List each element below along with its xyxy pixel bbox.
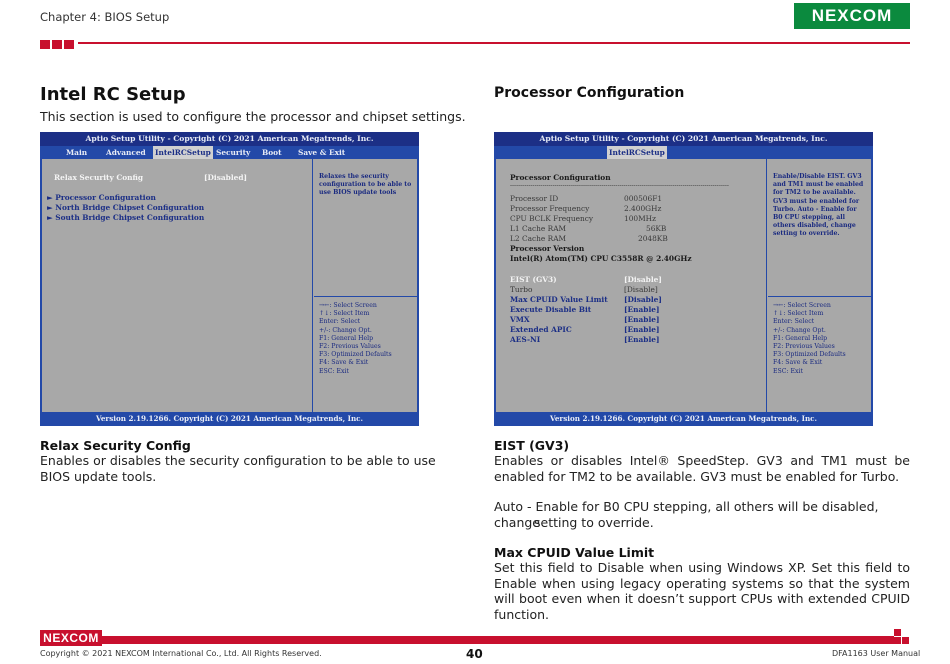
key-enter: Enter: Select [773, 318, 815, 326]
page-title: Intel RC Setup [40, 84, 186, 105]
key-change-opt: +/-: Change Opt. [319, 326, 372, 334]
key-optimized-defaults: F3: Optimized Defaults [319, 351, 392, 359]
bios-tab-boot[interactable]: Boot [262, 148, 282, 157]
key-select-item: ↑↓: Select Item [773, 310, 824, 318]
bios-screen-processor [494, 132, 873, 426]
option-execute-disable-label[interactable]: Execute Disable Bit [510, 305, 592, 314]
key-previous-values: F2: Previous Values [773, 343, 835, 351]
option-aes-ni-value[interactable]: [Enable] [624, 335, 660, 344]
option-vmx-value[interactable]: [Enable] [624, 315, 660, 324]
option-turbo-label[interactable]: Turbo [510, 285, 533, 294]
key-save-exit: F4: Save & Exit [773, 359, 823, 367]
bios-bottombar: Version 2.19.1266. Copyright (C) 2021 American Megatrends, Inc. [494, 412, 873, 426]
bios-tab-advanced[interactable]: Advanced [106, 148, 146, 157]
relax-security-label[interactable]: Relax Security Config [54, 173, 144, 182]
nexcom-logo [794, 3, 910, 29]
info-label: Processor Frequency [510, 204, 590, 213]
max-cpuid-heading: Max CPUID Value Limit [494, 545, 655, 560]
intro-text: This section is used to configure the processor and chipset settings. [40, 109, 466, 124]
key-save-exit: F4: Save & Exit [319, 359, 369, 367]
bios-main-pane [496, 159, 767, 412]
bios-tab-save-exit[interactable]: Save & Exit [298, 148, 346, 157]
info-value: 2.400GHz [624, 204, 662, 213]
arrow-right-icon: ► [47, 203, 56, 212]
bios-topbar: Aptio Setup Utility - Copyright (C) 2021 American Megatrends, Inc. [40, 132, 419, 146]
footer-logo: NEXCOM [40, 630, 102, 646]
page-number: 40 [466, 647, 483, 661]
processor-version-value: Intel(R) Atom(TM) CPU C3558R @ 2.40GHz [510, 254, 692, 263]
header-rule [78, 42, 910, 44]
option-max-cpuid-label[interactable]: Max CPUID Value Limit [510, 295, 608, 304]
copyright-text: Copyright © 2021 NEXCOM International Co., Ltd. All Rights Reserved. [40, 649, 322, 658]
info-label: Processor ID [510, 194, 559, 203]
processor-version-label: Processor Version [510, 244, 585, 253]
relax-security-heading: Relax Security Config [40, 438, 191, 453]
key-esc-exit: ESC: Exit [319, 367, 350, 375]
bios-help-text: Relaxes the security configuration to be able to use BIOS update tools [319, 173, 412, 197]
header-red-blocks [40, 40, 74, 49]
bios-key-legend [773, 302, 846, 376]
logo-text: NEXCOM [811, 6, 893, 25]
key-select-screen: →←: Select Screen [319, 302, 377, 309]
bios-menubar [494, 146, 873, 159]
bios-content [42, 159, 417, 412]
submenu-south-bridge[interactable]: ► South Bridge Chipset Configuration [47, 213, 205, 222]
bios-tab-security[interactable]: Security [216, 148, 251, 157]
eist-auto-line1: Auto - Enable for B0 CPU stepping, all others will be disabled, change [494, 499, 879, 530]
processor-config-heading: Processor Configuration [510, 173, 611, 182]
key-enter: Enter: Select [319, 318, 361, 326]
info-label: L2 Cache RAM [510, 234, 567, 243]
relax-security-desc: Enables or disables the security configuration to be able to use BIOS update tools. [40, 453, 436, 484]
submenu-processor-config[interactable]: ► Processor Configuration [47, 193, 156, 202]
relax-security-value[interactable]: [Disabled] [204, 173, 248, 182]
option-vmx-label[interactable]: VMX [510, 315, 530, 324]
option-max-cpuid-value[interactable]: [Disable] [624, 295, 662, 304]
bios-topbar: Aptio Setup Utility - Copyright (C) 2021 American Megatrends, Inc. [494, 132, 873, 146]
bios-help-text: Enable/Disable EIST. GV3 and TM1 must be enabled for TM2 to be available. GV3 must be enabled for Turbo. Auto - Enable for B0 CPU stepping, all others disabled, change setting to override. [773, 173, 864, 238]
key-optimized-defaults: F3: Optimized Defaults [773, 351, 846, 359]
arrow-right-icon: ► [47, 213, 56, 222]
info-label: L1 Cache RAM [510, 224, 567, 233]
info-value: 2048KB [638, 234, 668, 243]
bios-help-pane [768, 159, 871, 297]
key-general-help: F1: General Help [773, 334, 828, 342]
max-cpuid-desc: Set this field to Disable when using Windows XP. Set this field to Enable when using legacy operating systems so that the system will boot even when it doesn’t support CPUs with extended CPUID function. [494, 560, 910, 622]
key-esc-exit: ESC: Exit [773, 367, 804, 375]
footer-squares-icon [894, 629, 910, 645]
processor-config-title: Processor Configuration [494, 85, 685, 101]
bios-screen-intelrc [40, 132, 419, 426]
bios-tab-main[interactable]: Main [66, 148, 88, 157]
arrow-right-icon: ► [47, 193, 56, 202]
eist-heading: EIST (GV3) [494, 438, 570, 453]
info-label: CPU BCLK Frequency [510, 214, 594, 223]
info-value: 100MHz [624, 214, 657, 223]
bios-content [496, 159, 871, 412]
option-aes-ni-label[interactable]: AES-NI [510, 335, 541, 344]
footer-rule [40, 636, 894, 644]
bios-main-pane [42, 159, 313, 412]
option-eist-value[interactable]: [Disable] [624, 275, 662, 284]
key-change-opt: +/-: Change Opt. [773, 326, 826, 334]
option-eist-label[interactable]: EIST (GV3) [510, 275, 557, 284]
key-select-item: ↑↓: Select Item [319, 310, 370, 318]
bios-bottombar: Version 2.19.1266. Copyright (C) 2021 American Megatrends, Inc. [40, 412, 419, 426]
option-extended-apic-label[interactable]: Extended APIC [510, 325, 572, 334]
bios-key-legend [319, 302, 392, 376]
key-select-screen: →←: Select Screen [773, 302, 831, 309]
option-execute-disable-value[interactable]: [Enable] [624, 305, 660, 314]
bios-keys-pane [768, 298, 871, 412]
eist-desc: Enables or disables Intel® SpeedStep. GV3 and TM1 must be enabled for TM2 to be available. GV3 must be enabled for Turbo. [494, 453, 910, 484]
option-extended-apic-value[interactable]: [Enable] [624, 325, 660, 334]
info-value: 000506F1 [624, 194, 663, 203]
bios-tab-intelrcsetup[interactable]: IntelRCSetup [609, 148, 665, 157]
bios-tab-intelrcsetup[interactable]: IntelRCSetup [155, 148, 211, 157]
key-previous-values: F2: Previous Values [319, 343, 381, 351]
key-general-help: F1: General Help [319, 334, 374, 342]
bios-help-pane [314, 159, 417, 297]
chapter-title: Chapter 4: BIOS Setup [40, 10, 170, 24]
divider-line: ------------------------------------------------------------------------------------------------------------ [510, 182, 729, 189]
submenu-north-bridge[interactable]: ► North Bridge Chipset Configuration [47, 203, 205, 212]
eist-auto-line2: setting to override. [534, 515, 654, 530]
info-value: 56KB [646, 224, 667, 233]
bios-menubar [40, 146, 419, 159]
manual-name: DFA1163 User Manual [832, 649, 921, 658]
option-turbo-value[interactable]: [Disable] [624, 285, 658, 294]
bios-keys-pane [314, 298, 417, 412]
